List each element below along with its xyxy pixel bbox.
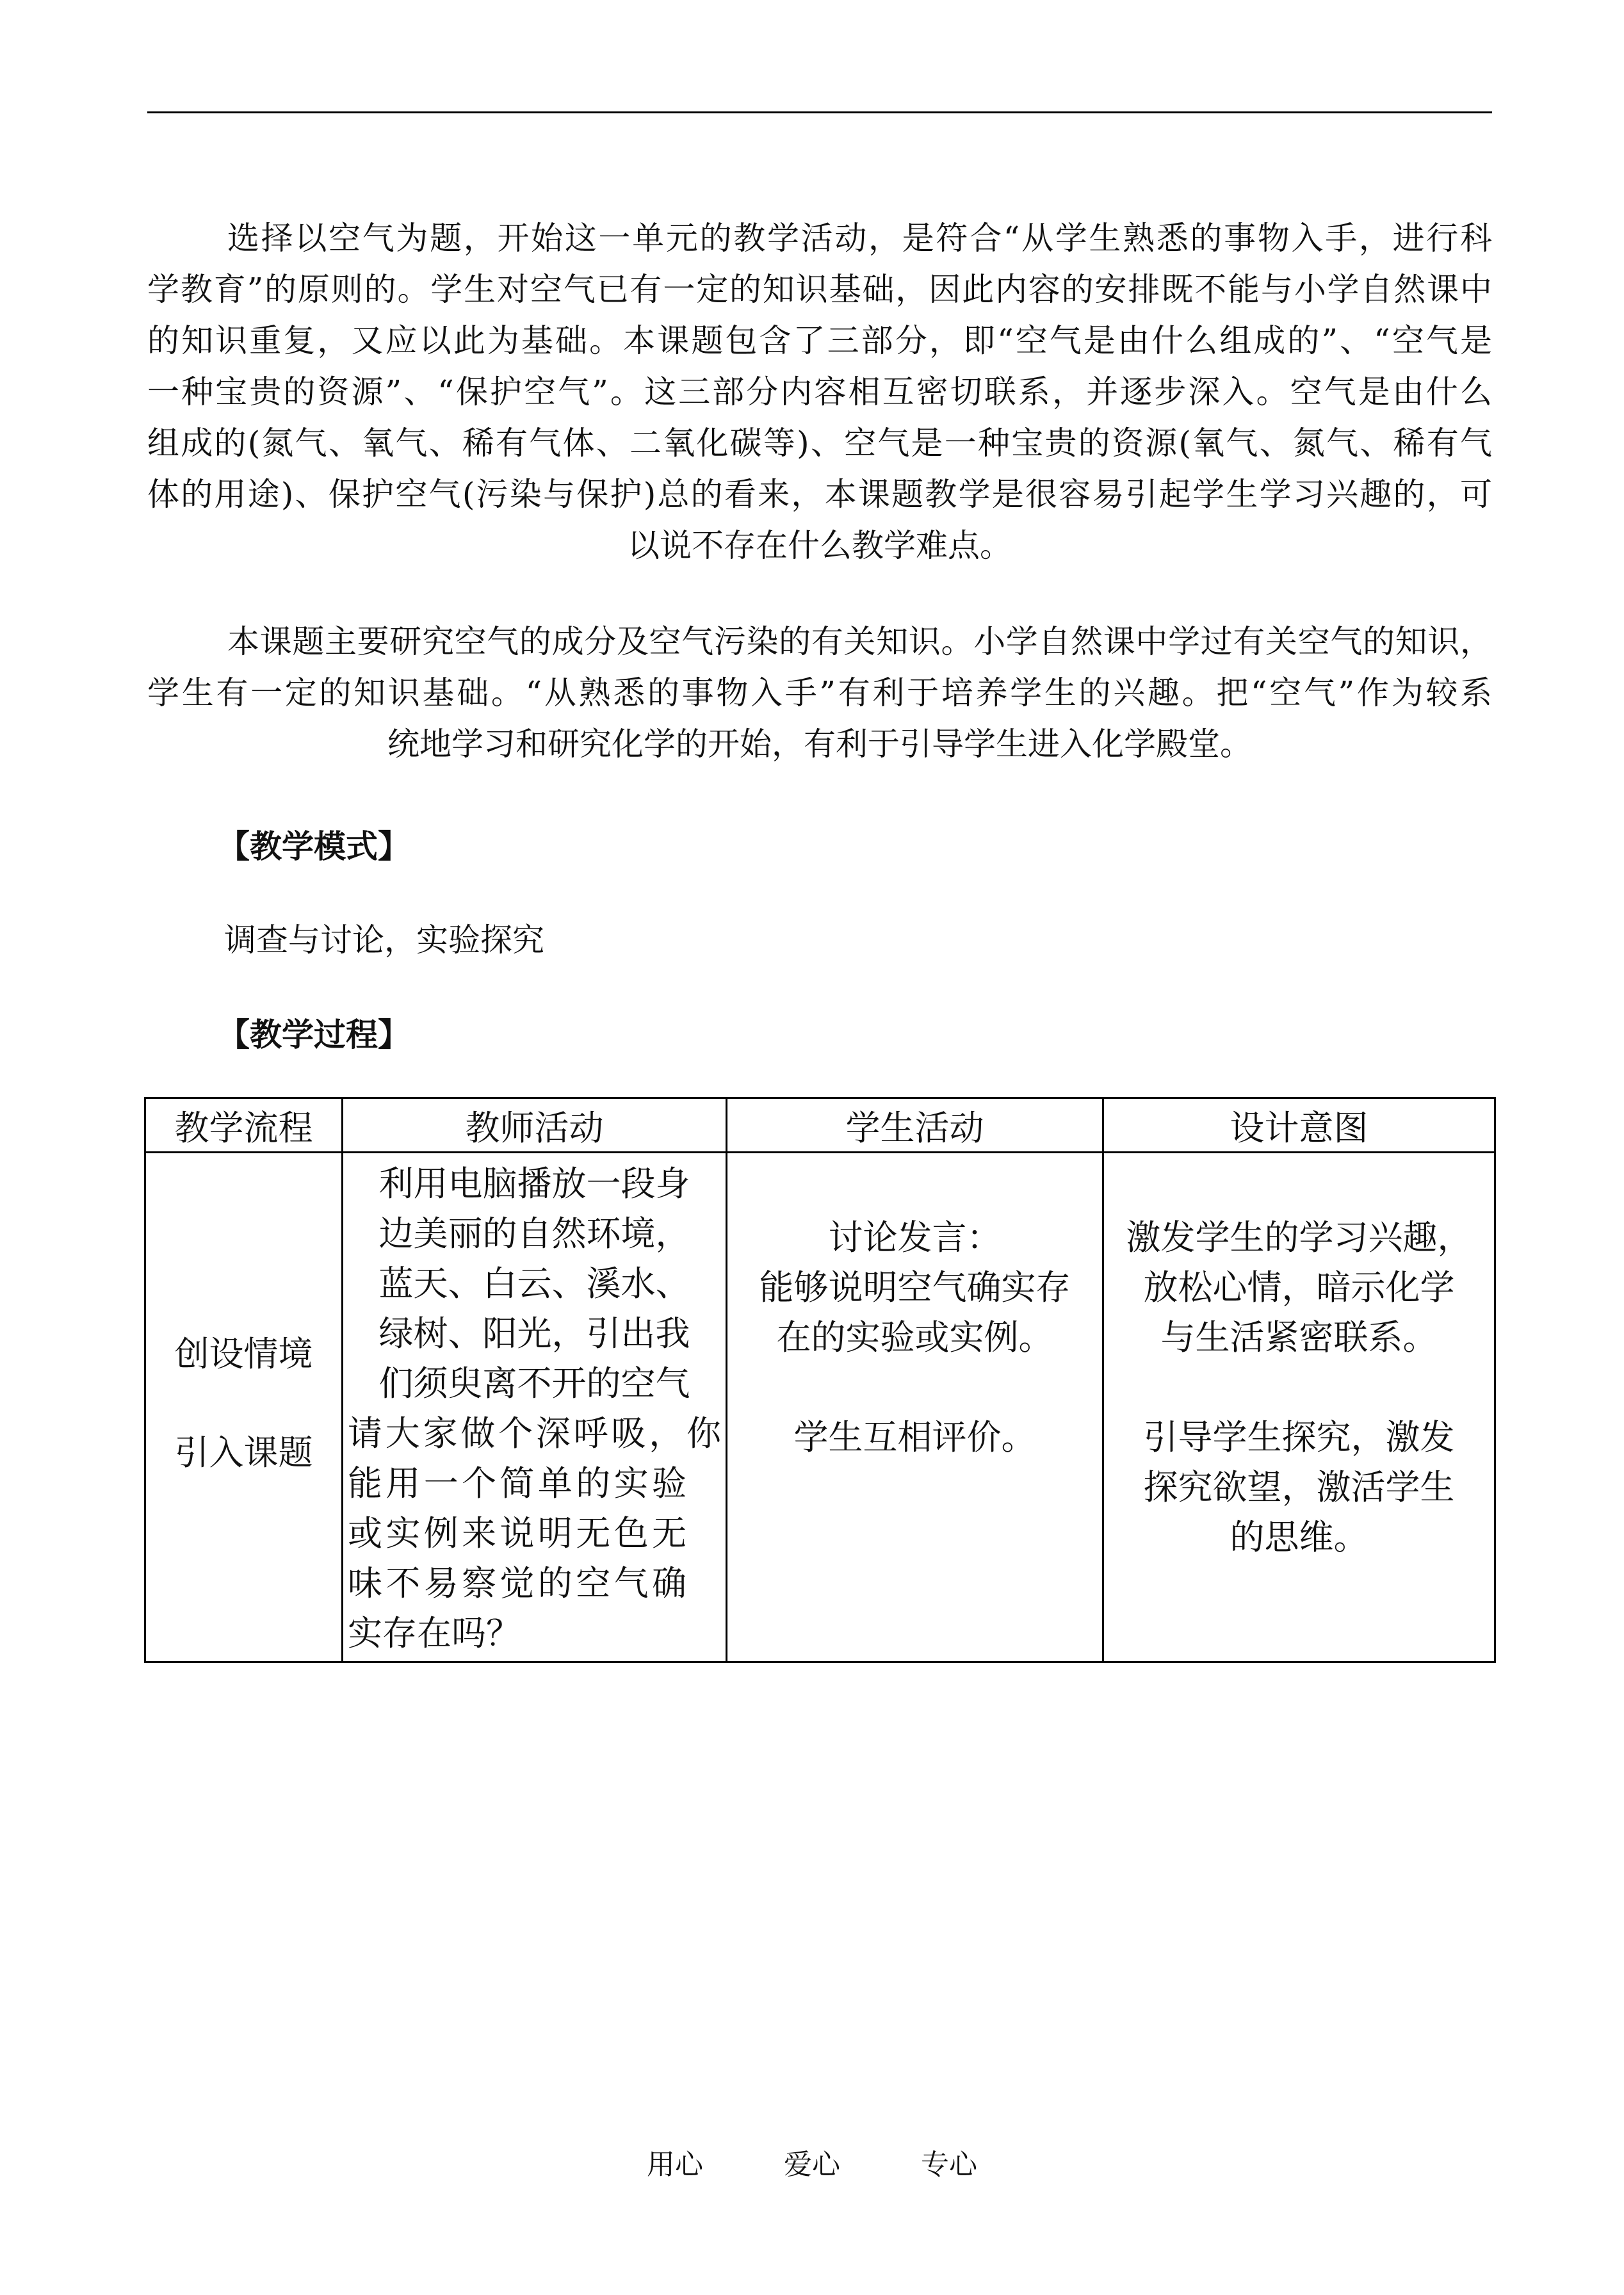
text-line: 本课题主要研究空气的成分及空气污染的有关知识。小学自然课中学过有关空气的知识， <box>227 623 1492 660</box>
teacher-line: 边美丽的自然环境， <box>378 1213 690 1254</box>
intent-line: 探究欲望，激活学生 <box>1143 1467 1455 1507</box>
flow-cell <box>145 1153 343 1662</box>
footer-word: 专心 <box>921 2148 977 2181</box>
student-line: 在的实验或实例。 <box>776 1317 1053 1358</box>
text-line: 学生有一定的知识基础。“从熟悉的事物入手”有利于培养学生的兴趣。把“空气”作为较系 <box>147 674 1492 711</box>
teacher-line: 蓝天、白云、溪水、 <box>378 1263 690 1304</box>
intent-line: 引导学生探究，激发 <box>1143 1417 1455 1457</box>
table-row <box>145 1153 1495 1662</box>
column-header: 教师活动 <box>343 1098 727 1153</box>
intro-paragraph <box>147 213 1492 571</box>
text-line: 组成的(氮气、氧气、稀有气体、二氧化碳等)、空气是一种宝贵的资源(氧气、氮气、稀有气 <box>147 425 1492 462</box>
intent-line: 的思维。 <box>1230 1517 1368 1557</box>
teacher-line: 绿树、阳光，引出我 <box>378 1313 690 1354</box>
intent-line: 放松心情，暗示化学 <box>1143 1267 1455 1308</box>
text-line: 统地学习和研究化学的开始，有利于引导学生进入化学殿堂。 <box>387 726 1252 763</box>
flow-line: 引入课题 <box>174 1432 313 1473</box>
column-header: 设计意图 <box>1103 1098 1495 1153</box>
text-line: 体的用途)、保护空气(污染与保护)总的看来，本课题教学是很容易引起学生学习兴趣的，可 <box>147 476 1492 513</box>
intent-line: 激发学生的学习兴趣， <box>1126 1217 1472 1258</box>
text-line: 的知识重复，又应以此为基础。本课题包含了三部分，即“空气是由什么组成的”、“空气是 <box>147 322 1492 359</box>
teacher-line: 味不易察觉的空气确 <box>348 1563 686 1603</box>
teacher-line: 实存在吗？ <box>348 1613 521 1653</box>
intent-line: 与生活紧密联系。 <box>1160 1317 1438 1358</box>
header-rule <box>147 111 1492 113</box>
column-header: 教学流程 <box>145 1098 343 1153</box>
teacher-line: 或实例来说明无色无 <box>348 1513 686 1553</box>
footer-word: 用心 <box>647 2148 703 2181</box>
design-intent-cell <box>1103 1153 1495 1662</box>
text-line: 选择以空气为题，开始这一单元的教学活动，是符合“从学生熟悉的事物入手，进行科 <box>227 220 1492 257</box>
intent-line <box>1105 1363 1493 1413</box>
page-footer <box>0 2141 1624 2182</box>
teacher-activity-cell <box>343 1153 727 1662</box>
teaching-mode-heading: 【教学模式】 <box>218 827 410 865</box>
student-activity-cell <box>727 1153 1103 1662</box>
student-line: 能够说明空气确实存 <box>759 1267 1071 1308</box>
student-line: 讨论发言： <box>828 1217 1002 1258</box>
teacher-line: 利用电脑播放一段身 <box>378 1164 690 1204</box>
table-header-row <box>145 1098 1495 1153</box>
teaching-process-table <box>144 1097 1496 1663</box>
column-header: 学生活动 <box>727 1098 1103 1153</box>
teacher-line: 请大家做个深呼吸，你 <box>348 1413 721 1454</box>
footer-word: 爱心 <box>784 2148 840 2181</box>
text-line: 一种宝贵的资源”、“保护空气”。这三部分内容相互密切联系，并逐步深入。空气是由什么 <box>147 373 1492 410</box>
teacher-line: 们须臾离不开的空气 <box>378 1363 690 1404</box>
text-line: 学教育”的原则的。学生对空气已有一定的知识基础，因此内容的安排既不能与小学自然课中 <box>147 271 1492 308</box>
student-line: 学生互相评价。 <box>793 1417 1036 1457</box>
flow-line: 创设情境 <box>174 1334 313 1374</box>
teaching-mode-text: 调查与讨论，实验探究 <box>224 921 544 959</box>
second-paragraph <box>147 616 1492 770</box>
text-line: 以说不存在什么教学难点。 <box>628 527 1012 564</box>
teaching-process-heading: 【教学过程】 <box>218 1016 410 1053</box>
teacher-line: 能用一个简单的实验 <box>348 1463 686 1504</box>
student-line <box>728 1363 1101 1413</box>
